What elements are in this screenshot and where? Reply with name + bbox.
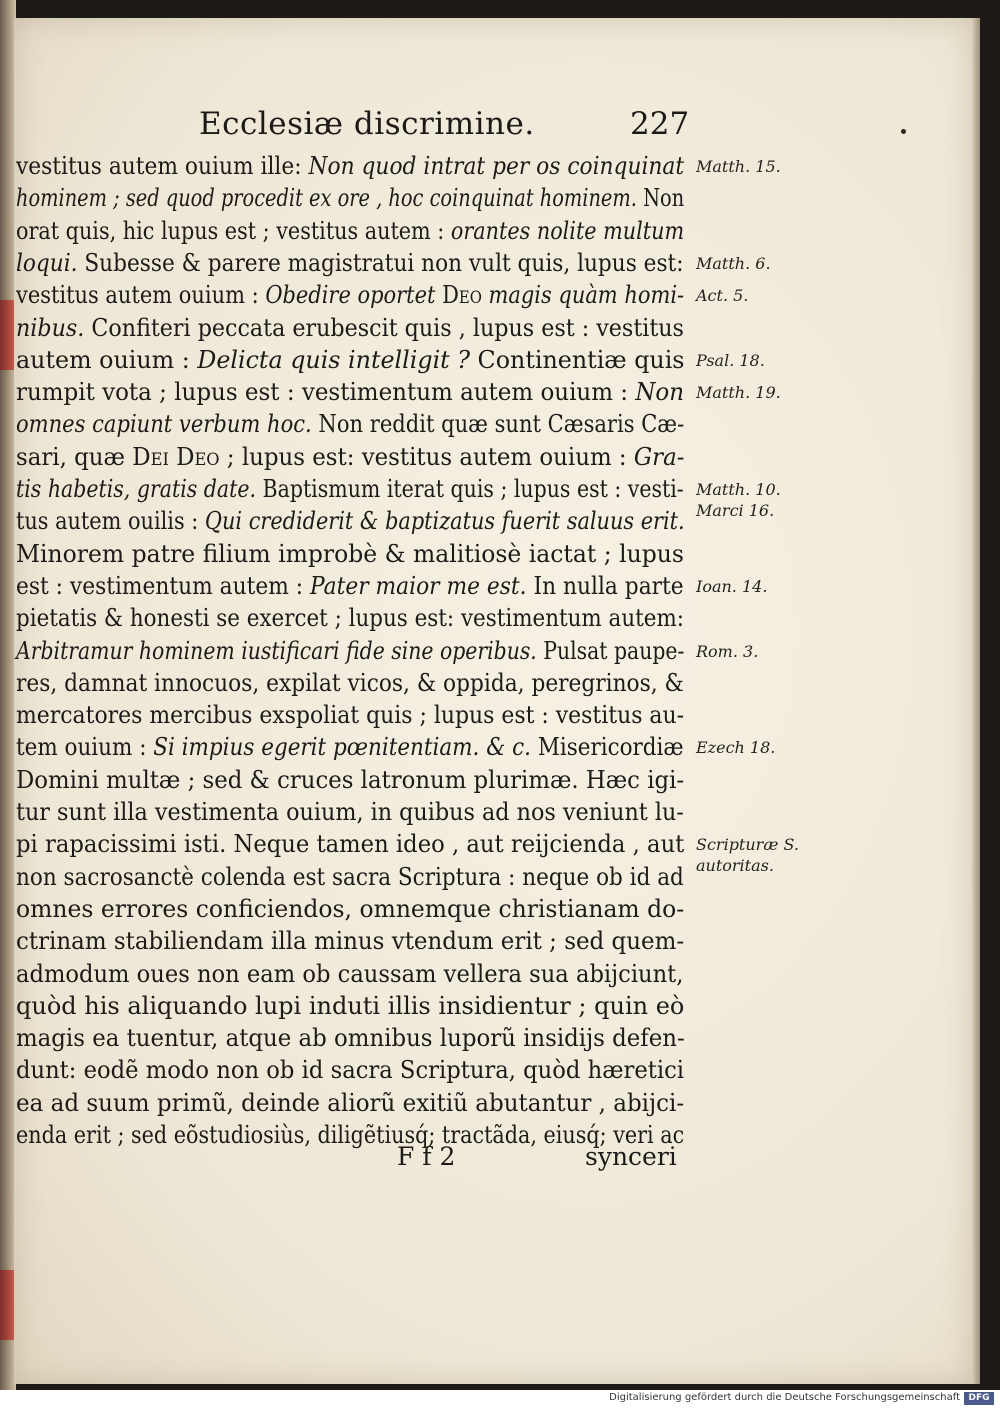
text-run: Dei Deo (132, 442, 220, 471)
text-line (16, 764, 685, 796)
text-line (16, 279, 685, 311)
running-head (14, 106, 972, 146)
page-number: 227 (630, 106, 690, 142)
text-line (16, 215, 685, 247)
text-line (16, 505, 685, 537)
page-edge (972, 18, 980, 1384)
text-run: est : vestimentum autem : (16, 571, 311, 600)
text-line (16, 861, 684, 893)
margin-reference: Marci 16. (696, 500, 775, 520)
margin-reference: Matth. 10. (696, 480, 781, 499)
text-run: pietatis & honesti se exercet ; lupus est: vestimentum autem: (16, 604, 684, 633)
text-run: ctrinam stabiliendam illa minus vtendum erit ; sed quem- (16, 927, 685, 956)
italic-text: Qui crediderit & baptizatus fuerit saluus erit. (204, 507, 685, 536)
catchword: synceri (585, 1142, 677, 1171)
text-run: admodum oues non eam ob caussam vellera sua abijciunt, (16, 959, 684, 988)
italic-text: Si impius egerit pœnitentiam. & c. (153, 733, 532, 762)
text-run: Non reddit quæ sunt Cæsaris Cæ- (311, 410, 685, 439)
text-run: Minorem patre filium improbè & malitiosè iactat ; lupus (16, 539, 684, 568)
text-run: enda erit ; sed eõstudiosiùs, diligẽtiusq́; tractãda, eiusq́; veri ac (16, 1121, 685, 1149)
text-line (16, 182, 685, 214)
footer (0, 1390, 1000, 1408)
text-run: dunt: eodẽ modo non ob id sacra Scriptura, quòd hæretici (16, 1056, 685, 1085)
italic-text: Obedire oportet (265, 281, 443, 310)
margin-reference: Ioan. 14. (696, 576, 768, 596)
italic-text: magis quàm homi- (481, 281, 685, 310)
text-run: magis ea tuentur, atque ab omnibus luporũ insidijs defen- (16, 1024, 685, 1053)
signature-mark: F f 2 (397, 1142, 456, 1171)
italic-text: Non quod intrat per os coinquinat (308, 152, 685, 180)
italic-text: Arbitramur hominem iustificari fide sine operibus. (16, 636, 537, 665)
italic-text: loqui. (16, 248, 78, 277)
text-run: vestitus autem ouium : (16, 281, 266, 310)
book-page (14, 18, 972, 1384)
italic-text: tis habetis, gratis date. (16, 475, 257, 503)
italic-text: Non (635, 378, 685, 407)
text-line (16, 538, 684, 570)
running-head-title: Ecclesiæ discrimine. (199, 106, 535, 142)
text-line (16, 796, 684, 828)
text-line (16, 570, 684, 602)
text-run: Baptismum iterat quis ; lupus est : vesti- (256, 475, 684, 503)
italic-text: nibus. (16, 313, 85, 342)
margin-reference: Scripturæ S. (696, 835, 799, 855)
italic-text: Pater maior me est. (310, 571, 527, 600)
text-line (16, 925, 685, 957)
text-line (16, 958, 684, 990)
text-line (16, 1054, 685, 1086)
margin-reference: Matth. 19. (696, 383, 781, 403)
italic-text: Delicta quis intelligit ? (197, 345, 471, 374)
text-run: sari, quæ (16, 442, 133, 471)
text-run: Deo (442, 281, 482, 310)
text-run: orat quis, hic lupus est ; vestitus autem : (16, 216, 451, 245)
text-run: Misericordiæ (531, 733, 684, 762)
italic-text: orantes nolite multum (450, 216, 685, 245)
text-line (16, 1022, 685, 1054)
text-line (16, 667, 684, 699)
text-line (16, 344, 685, 376)
text-line (16, 828, 685, 860)
text-line (16, 635, 685, 667)
italic-text: hominem ; sed quod procedit ex ore , hoc coinquinat hominem. (16, 184, 637, 213)
text-run: tem ouium : (16, 733, 154, 762)
text-line (16, 441, 685, 473)
text-run: tus autem ouilis : (16, 507, 205, 536)
text-run: ea ad suum primũ, deinde aliorũ exitiũ abutantur , abijci- (16, 1088, 685, 1117)
signature-line (14, 1142, 972, 1178)
margin-reference: autoritas. (696, 856, 774, 876)
text-line (16, 602, 684, 634)
text-run: Pulsat paupe- (536, 636, 685, 665)
text-run: res, damnat innocuos, expilat vicos, & oppida, peregrinos, & (16, 668, 684, 697)
text-line (16, 893, 685, 925)
text-line (16, 699, 685, 731)
text-run: In nulla parte (526, 571, 684, 600)
text-run: Domini multæ ; sed & cruces latronum plurimæ. Hæc igi- (16, 765, 685, 794)
dfg-logo: DFG (964, 1392, 994, 1405)
text-run: ; lupus est: vestitus autem ouium : (219, 442, 634, 471)
text-line (16, 376, 685, 408)
text-run: Confiteri peccata erubescit quis , lupus est : vestitus (84, 313, 684, 342)
text-run: vestitus autem ouium ille: (16, 152, 309, 180)
margin-reference: Act. 5. (696, 286, 749, 306)
text-line (16, 1087, 685, 1119)
text-run: rumpit vota ; lupus est : vestimentum autem ouium : (16, 378, 636, 407)
text-run: non sacrosanctè colenda est sacra Scriptura : neque ob id ad (16, 862, 684, 891)
text-line (16, 408, 685, 440)
margin-reference: Ezech 18. (696, 738, 776, 758)
text-run: omnes errores conficiendos, omnemque christianam do- (16, 894, 685, 923)
margin-reference: Rom. 3. (696, 641, 759, 661)
text-run: Subesse & parere magistratui non vult quis, lupus est: (77, 248, 684, 277)
text-run: mercatores mercibus exspoliat quis ; lupus est : vestitus au- (16, 701, 685, 730)
text-line (16, 473, 684, 505)
text-run: autem ouium : (16, 345, 198, 374)
margin-reference: Psal. 18. (696, 350, 765, 370)
text-line (16, 247, 684, 279)
text-line (16, 150, 685, 182)
margin-reference: Matth. 15. (696, 157, 781, 176)
text-run: pi rapacissimi isti. Neque tamen ideo , aut reijcienda , aut (16, 830, 685, 859)
text-run: tur sunt illa vestimenta ouium, in quibus ad nos veniunt lu- (16, 798, 684, 826)
text-run: quòd his aliquando lupi induti illis insidientur ; quin eò (16, 991, 685, 1020)
text-line (16, 312, 684, 344)
italic-text: Gra- (633, 442, 685, 471)
text-line (16, 731, 684, 763)
margin-reference: Matth. 6. (696, 253, 771, 273)
text-line (16, 990, 684, 1022)
italic-text: omnes capiunt verbum hoc. (16, 410, 312, 439)
footer-credit: Digitalisierung gefördert durch die Deutsche Forschungsgemeinschaft (609, 1392, 960, 1403)
text-run: Non (636, 184, 685, 213)
text-run: Continentiæ quis (470, 345, 685, 374)
